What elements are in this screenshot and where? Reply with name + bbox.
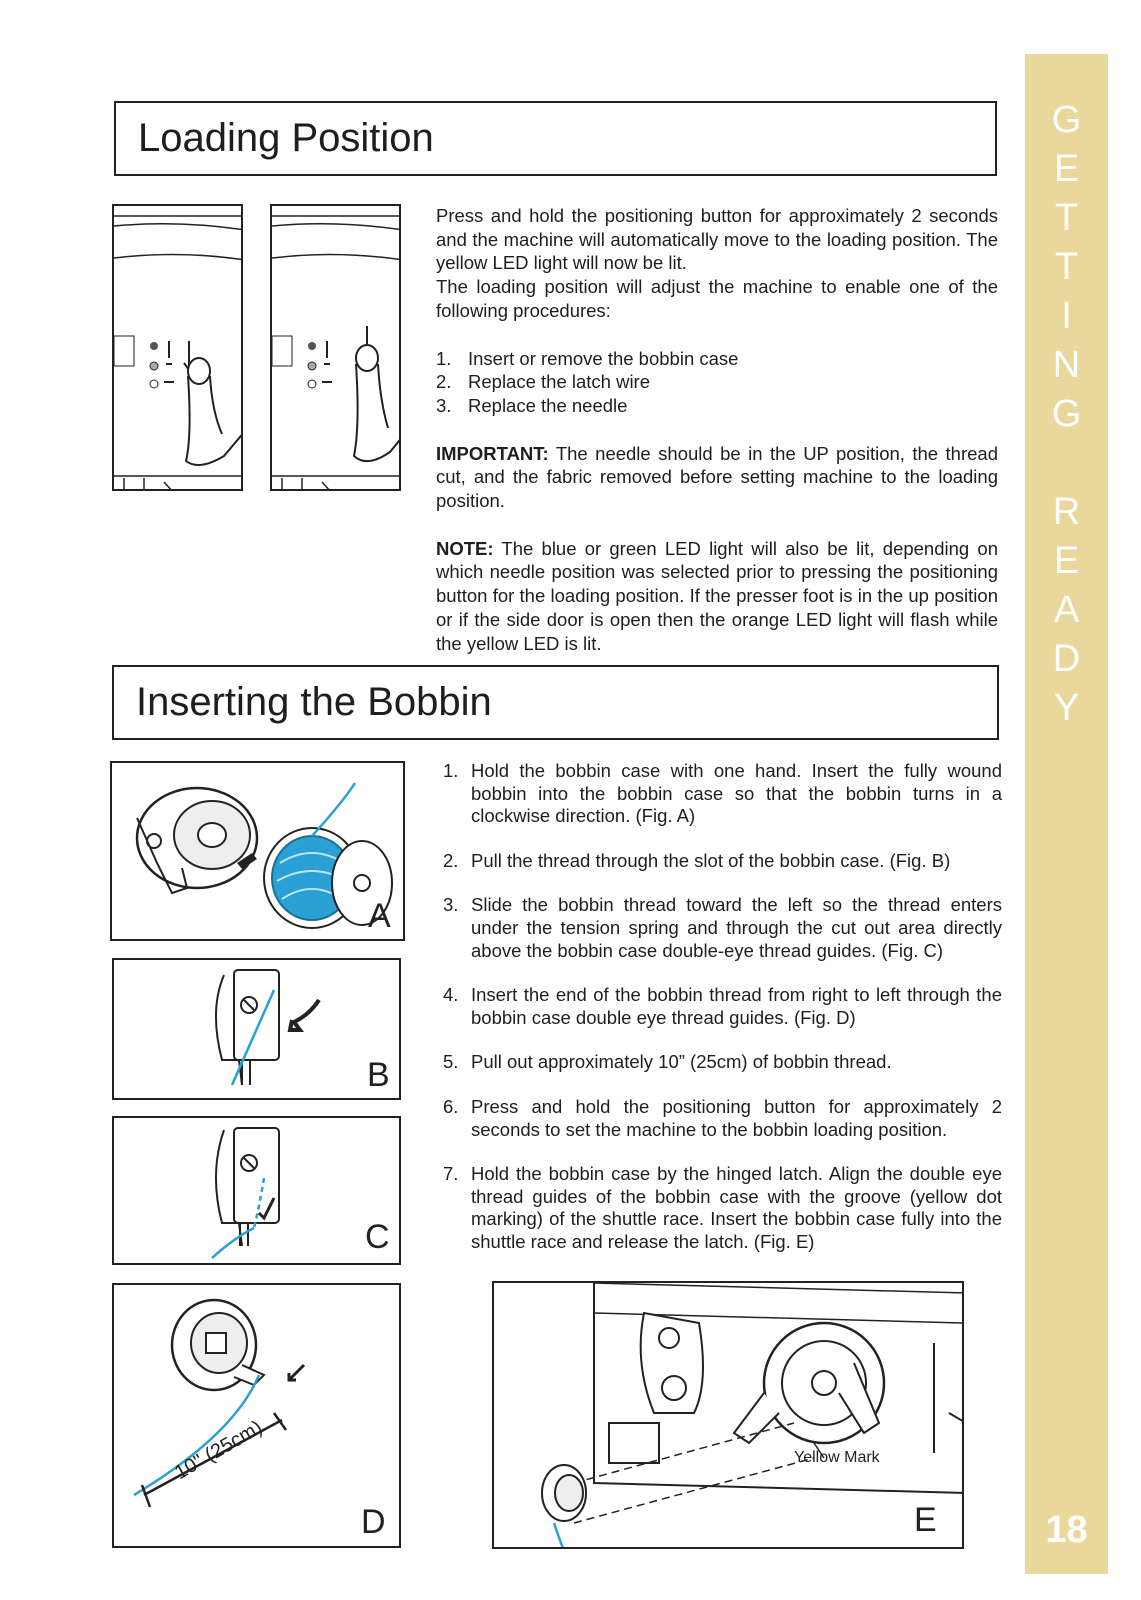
important-note: IMPORTANT: The needle should be in the UP position, the thread cut, and the fabric removed before setting machine to the loading position.	[436, 442, 998, 512]
sidebar-letters	[1025, 96, 1108, 733]
sidebar-letter: T	[1054, 197, 1079, 239]
sidebar-letter: G	[1051, 99, 1082, 141]
list-item: 2. Pull the thread through the slot of the bobbin case. (Fig. B)	[443, 849, 951, 871]
figure-b-label: B	[367, 1056, 390, 1094]
sidebar-letter: D	[1052, 638, 1081, 680]
sidebar-letter: N	[1052, 344, 1081, 386]
sidebar-letter: E	[1053, 148, 1080, 190]
loading-position-title: Loading Position	[114, 101, 997, 176]
figure-c-label: C	[365, 1218, 390, 1256]
bobbin-case-illustration	[112, 763, 405, 941]
page-number: 18	[1045, 1509, 1088, 1551]
loading-procedure-list	[436, 347, 998, 418]
led-note: NOTE: The blue or green LED light will also be lit, depending on which needle position was selected prior to pressing the positioning button for the loading position. If the presser foot is in the up position or if the side door is open then the orange LED light will flash while the yellow LED is lit.	[436, 537, 998, 654]
bobbin-slot-illustration	[114, 960, 401, 1100]
list-item: 4. Insert the end of the bobbin thread from right to left through the bobbin case double eye thread guides. (Fig. D)	[443, 984, 1002, 1028]
measurement-label: 10" (25cm)	[171, 1416, 267, 1485]
loading-intro: Press and hold the positioning button for approximately 2 seconds and the machine will automatically move to the loading position. The yellow LED light will now be lit.	[436, 205, 998, 274]
figure-d	[112, 1283, 401, 1548]
figure-e	[492, 1281, 964, 1549]
figure-d-label: D	[361, 1503, 386, 1541]
sidebar-letter: T	[1054, 246, 1079, 288]
list-item: 1. Hold the bobbin case with one hand. Insert the fully wound bobbin into the bobbin case so that the bobbin turns in a clockwise direction. (Fig. A)	[443, 760, 1002, 827]
figure-a	[110, 761, 405, 941]
loading-panel-illustration	[272, 206, 401, 491]
section-sidebar	[1025, 54, 1108, 1574]
sidebar-letter: A	[1053, 589, 1080, 631]
figure-a-label: A	[368, 897, 391, 935]
sidebar-letter: I	[1061, 295, 1072, 337]
list-item: 7. Hold the bobbin case by the hinged latch. Align the double eye thread guides of the bobbin case with the groove (yellow dot marking) of the shuttle race. Insert the bobbin case fully into the shuttle race and release the latch. (Fig. E)	[443, 1163, 1002, 1252]
sidebar-letter: G	[1051, 393, 1082, 435]
loading-intro-2: The loading position will adjust the machine to enable one of the following procedures:	[436, 276, 998, 321]
sidebar-letter: E	[1053, 540, 1080, 582]
list-item: 1. Insert or remove the bobbin case	[436, 347, 739, 369]
loading-figure-right	[270, 204, 401, 491]
bobbin-steps	[443, 760, 1002, 1276]
inserting-bobbin-title: Inserting the Bobbin	[112, 665, 999, 740]
sidebar-letter	[1025, 439, 1108, 488]
figure-e-label: E	[914, 1501, 937, 1539]
shuttle-race-illustration	[494, 1283, 964, 1549]
figure-c	[112, 1116, 401, 1265]
list-item: 3. Slide the bobbin thread toward the left so the thread enters under the tension spring and through the cut out area directly above the bobbin case double-eye thread guides. (Fig. C)	[443, 894, 1002, 961]
list-item: 5. Pull out approximately 10” (25cm) of bobbin thread.	[443, 1051, 892, 1073]
loading-panel-illustration	[114, 206, 243, 491]
sidebar-letter: R	[1052, 491, 1081, 533]
tension-spring-illustration	[114, 1118, 401, 1265]
loading-figure-left	[112, 204, 243, 491]
sidebar-letter: Y	[1053, 687, 1080, 729]
list-item: 3. Replace the needle	[436, 394, 628, 416]
thread-guides-illustration	[114, 1285, 401, 1548]
list-item: 2. Replace the latch wire	[436, 371, 651, 393]
loading-instructions	[436, 204, 998, 655]
yellow-mark-label: Yellow Mark	[794, 1449, 880, 1466]
list-item: 6. Press and hold the positioning button for approximately 2 seconds to set the machine to the bobbin loading position.	[443, 1095, 1002, 1140]
figure-b	[112, 958, 401, 1100]
